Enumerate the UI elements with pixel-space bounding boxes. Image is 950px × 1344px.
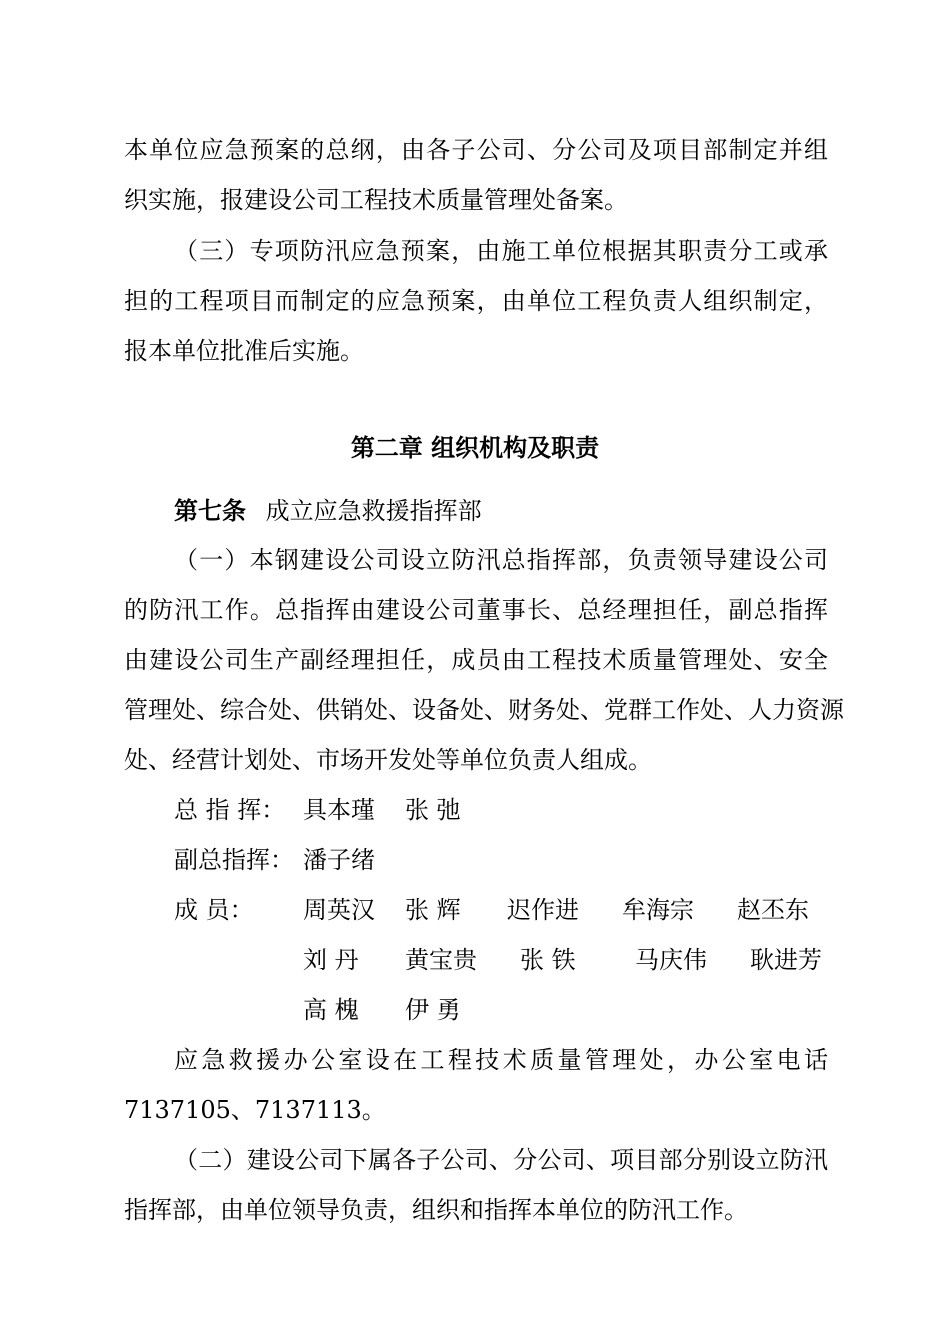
member-name: 迟作进 — [507, 896, 579, 924]
commander-name: 具本瑾 — [303, 796, 375, 824]
member-name: 张 铁 — [520, 946, 576, 974]
paragraph-5-line-2: 指挥部，由单位领导负责，组织和指挥本单位的防汛工作。 — [124, 1196, 748, 1224]
member-name: 黄宝贵 — [405, 946, 477, 974]
member-name: 高 槐 — [303, 996, 359, 1024]
deputy-label: 副总指挥： — [174, 846, 294, 874]
paragraph-1-line-2: 织实施，报建设公司工程技术质量管理处备案。 — [124, 186, 628, 214]
paragraph-4-line-2: 7137105、7137113。 — [124, 1096, 386, 1124]
member-name: 耿进芳 — [750, 946, 822, 974]
paragraph-1-line-1: 本单位应急预案的总纲，由各子公司、分公司及项目部制定并组 — [124, 136, 828, 164]
member-name: 牟海宗 — [622, 896, 694, 924]
member-name: 刘 丹 — [303, 946, 359, 974]
paragraph-2-line-3: 报本单位批准后实施。 — [124, 337, 364, 365]
paragraph-5-line-1: （二）建设公司下属各子公司、分公司、项目部分别设立防汛 — [174, 1146, 828, 1174]
paragraph-4-line-1: 应急救援办公室设在工程技术质量管理处，办公室电话 — [174, 1046, 828, 1074]
commander-name: 张 弛 — [405, 796, 461, 824]
paragraph-2-line-2: 担的工程项目而制定的应急预案，由单位工程负责人组织制定， — [124, 287, 828, 315]
member-name: 张 辉 — [405, 896, 461, 924]
article-7-label: 第七条 — [174, 497, 246, 525]
paragraph-3-line-5: 处、经营计划处、市场开发处等单位负责人组成。 — [124, 746, 652, 774]
paragraph-3-line-4: 管理处、综合处、供销处、设备处、财务处、党群工作处、人力资源 — [124, 696, 844, 724]
paragraph-3-line-3: 由建设公司生产副经理担任，成员由工程技术质量管理处、安全 — [124, 646, 828, 674]
deputy-name: 潘子绪 — [303, 846, 375, 874]
member-name: 周英汉 — [303, 896, 375, 924]
paragraph-2-line-1: （三）专项防汛应急预案，由施工单位根据其职责分工或承 — [174, 237, 828, 265]
paragraph-3-line-1: （一）本钢建设公司设立防汛总指挥部，负责领导建设公司 — [174, 546, 828, 574]
chapter-title: 第二章 组织机构及职责 — [350, 434, 600, 462]
article-7-title: 成立应急救援指挥部 — [265, 497, 482, 525]
member-name: 赵丕东 — [737, 896, 809, 924]
paragraph-3-line-2: 的防汛工作。总指挥由建设公司董事长、总经理担任，副总指挥 — [124, 596, 828, 624]
article-7-heading — [174, 496, 482, 526]
commander-label: 总 指 挥： — [174, 796, 286, 824]
member-name: 伊 勇 — [405, 996, 461, 1024]
members-label: 成 员： — [174, 896, 254, 924]
member-name: 马庆伟 — [635, 946, 707, 974]
